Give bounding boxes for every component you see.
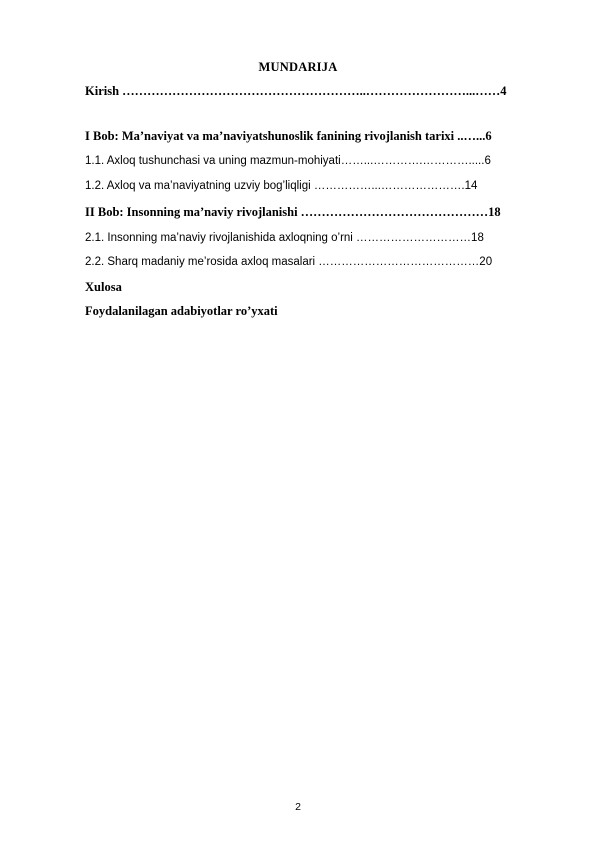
toc-entry-section-2-2: 2.2. Sharq madaniy me’rosida axloq masalari ……………………………………20 (85, 256, 493, 268)
toc-entry-bibliography: Foydalanilagan adabiyotlar ro’yxati (85, 304, 278, 318)
page-number: 2 (295, 801, 301, 813)
toc-entry-chapter-1: I Bob: Ma’naviyat va ma’naviyatshunoslik fanining rivojlanish tarixi ..…...6 (85, 129, 492, 143)
toc-entry-section-1-2: 1.2. Axloq va ma’naviyatning uzviy bog’liqligi ……………...………………….14 (85, 180, 478, 192)
toc-title: MUNDARIJA (258, 60, 338, 74)
toc-entry-conclusion: Xulosa (85, 280, 122, 294)
toc-entry-introduction: Kirish …………………………………………………..……………………...……4 (85, 84, 507, 98)
toc-entry-chapter-2: II Bob: Insonning ma’naviy rivojlanishi ………………………………………18 (85, 205, 501, 219)
toc-entry-section-2-1: 2.1. Insonning ma’naviy rivojlanishida axloqning o’rni …………………………18 (85, 232, 484, 244)
toc-entry-section-1-1: 1.1. Axloq tushunchasi va uning mazmun-mohiyati……...………….………….....6 (85, 155, 491, 167)
